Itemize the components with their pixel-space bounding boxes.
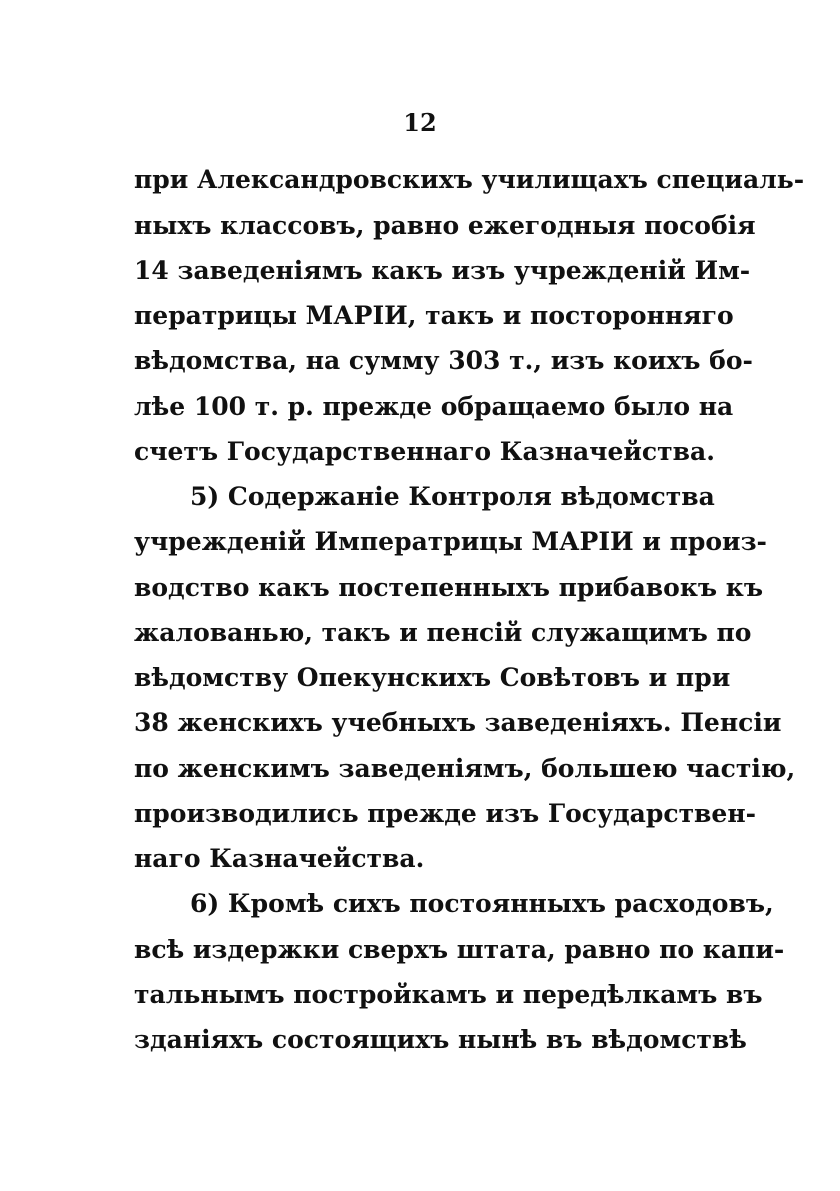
text-line: водство какъ постепенныхъ прибавокъ къ bbox=[134, 573, 764, 602]
text-line: вѣдомства, на сумму 303 т., изъ коихъ бо- bbox=[134, 346, 753, 375]
text-line: 6) Кромѣ сихъ постоянныхъ расходовъ, bbox=[190, 889, 774, 918]
text-line: учрежденій Императрицы МАРІИ и произ- bbox=[134, 527, 767, 556]
text-line: производились прежде изъ Государствен- bbox=[134, 799, 757, 828]
text-line: при Александровскихъ училищахъ специаль- bbox=[134, 165, 805, 194]
text-line: тальнымъ постройкамъ и передѣлкамъ въ bbox=[134, 980, 763, 1009]
page-number: 12 bbox=[403, 108, 437, 137]
text-line: ператрицы МАРІИ, такъ и посторонняго bbox=[134, 301, 734, 330]
text-line: 38 женскихъ учебныхъ заведеніяхъ. Пенсіи bbox=[134, 708, 782, 737]
text-line: ныхъ классовъ, равно ежегодныя пособія bbox=[134, 211, 756, 240]
text-line: всѣ издержки сверхъ штата, равно по капи- bbox=[134, 935, 785, 964]
text-line: зданіяхъ состоящихъ нынѣ въ вѣдомствѣ bbox=[134, 1025, 747, 1054]
text-line: 5) Содержаніе Контроля вѣдомства bbox=[190, 482, 715, 511]
text-line: лѣе 100 т. р. прежде обращаемо было на bbox=[134, 392, 734, 421]
text-line: по женскимъ заведеніямъ, большею частію, bbox=[134, 754, 796, 783]
text-line: жалованью, такъ и пенсій служащимъ по bbox=[134, 618, 752, 647]
text-line: счетъ Государственнаго Казначейства. bbox=[134, 437, 715, 466]
text-line: 14 заведеніямъ какъ изъ учрежденій Им- bbox=[134, 256, 751, 285]
text-line: вѣдомству Опекунскихъ Совѣтовъ и при bbox=[134, 663, 731, 692]
text-line: наго Казначейства. bbox=[134, 844, 425, 873]
